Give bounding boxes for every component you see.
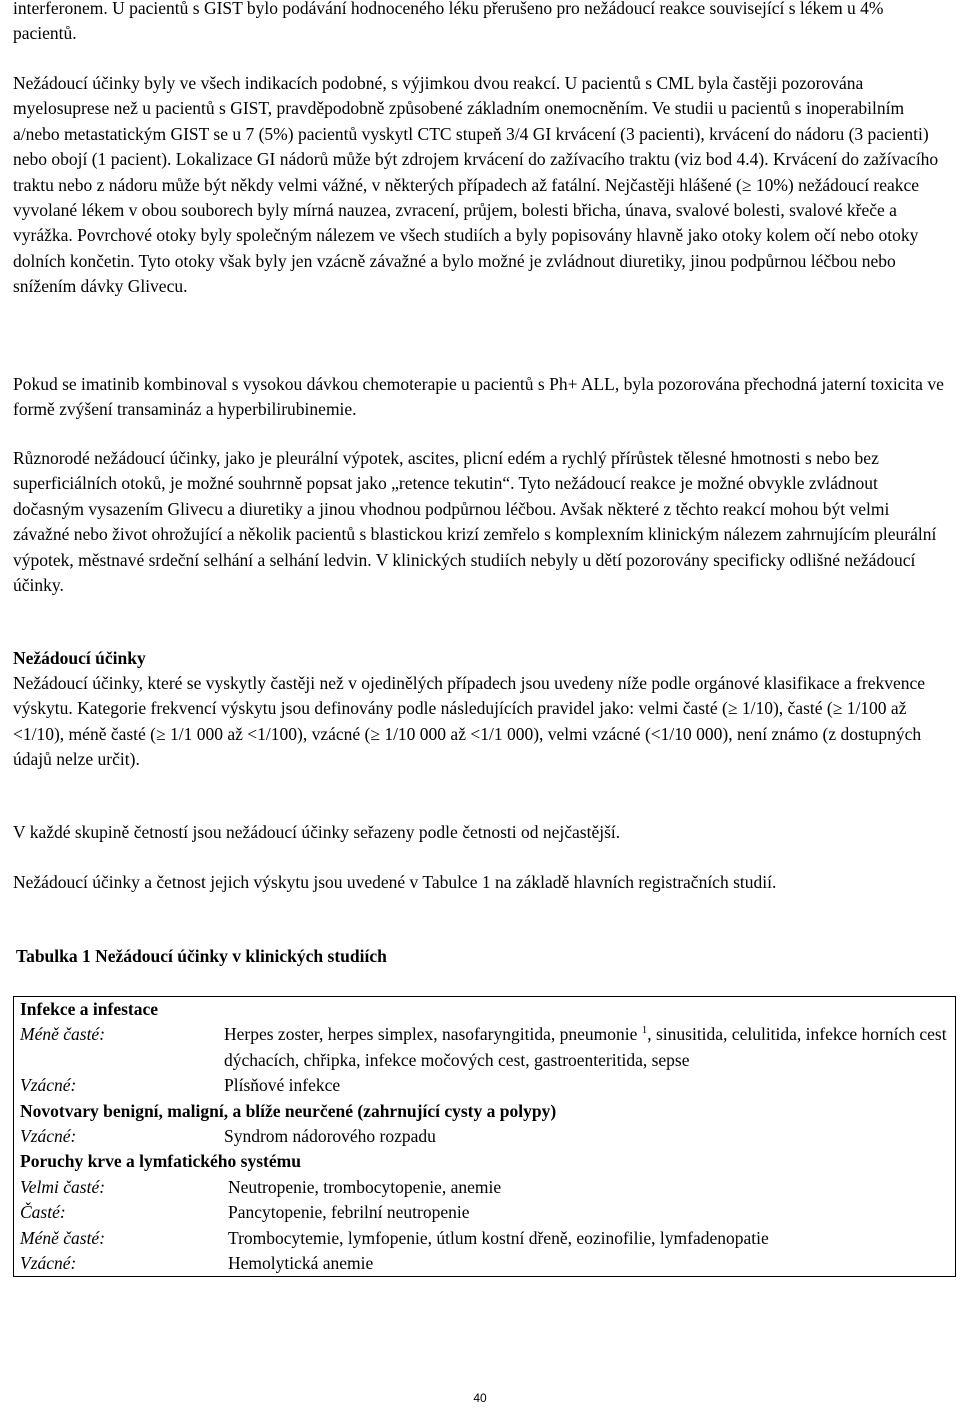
effects-text-part: Herpes zoster, herpes simplex, nasofaryngitida, pneumonie xyxy=(224,1024,638,1045)
table-row xyxy=(14,1226,955,1251)
frequency-label: Velmi časté: xyxy=(20,1176,106,1197)
table-row xyxy=(14,1200,955,1225)
section-title-infections: Infekce a infestace xyxy=(20,999,159,1019)
effects-text: Trombocytemie, lymfopenie, útlum kostní dřeně, eozinofilie, lymfadenopatie xyxy=(228,1227,769,1248)
effects-text: Neutropenie, trombocytopenie, anemie xyxy=(228,1176,502,1197)
section-title-neoplasms: Novotvary benigní, maligní, a blíže neurčené (zahrnující cysty a polypy) xyxy=(20,1100,557,1121)
table-section-header xyxy=(14,1149,955,1174)
table-section-header xyxy=(14,997,955,1022)
frequency-label: Vzácné: xyxy=(20,1253,77,1274)
frequency-label: Méně časté: xyxy=(20,1227,106,1248)
paragraph-imatinib-chemotherapy: Pokud se imatinib kombinoval s vysokou dávkou chemoterapie u pacientů s Ph+ ALL, byla pozorována přechodná jaterní toxicita ve formě zvýšení transamináz a hyperbilirubinemie. xyxy=(13,374,944,420)
paragraph-fluid-retention: Různorodé nežádoucí účinky, jako je pleurální výpotek, ascites, plicní edém a rychlý přírůstek tělesné hmotnosti s nebo bez superficiálních otoků, je možné souhrnně popsat jako „retence tekutin“. Tyto nežádoucí reakce je možné obvykle zvládnout dočasným vysazením Glivecu a diuretiky a jinou vhodnou podpůrnou léčbou. Avšak některé z těchto reakcí mohou být velmi závažné nebo život ohrožující a několik pacientů s blastickou krizí zemřelo s komplexním klinickým nálezem zahrnujícím pleurální výpotek, městnavé srdeční selhání a selhání ledvin. V klinických studiích nebyly u dětí pozorovány specificky odlišné nežádoucí účinky. xyxy=(13,448,937,596)
effects-text: Plísňové infekce xyxy=(224,1075,341,1096)
table-row xyxy=(14,1073,955,1098)
table-row xyxy=(14,1251,955,1276)
table-caption: Tabulka 1 Nežádoucí účinky v klinických studiích xyxy=(16,946,387,966)
paragraph-ordering: V každé skupině četností jsou nežádoucí účinky seřazeny podle četnosti od nejčastější. xyxy=(13,822,621,842)
paragraph-table-reference: Nežádoucí účinky a četnost jejich výskytu jsou uvedené v Tabulce 1 na základě hlavních registračních studií. xyxy=(13,872,777,892)
section-title-blood: Poruchy krve a lymfatického systému xyxy=(20,1151,301,1172)
page-number: 40 xyxy=(473,1391,487,1405)
paragraph-interferon: interferonem. U pacientů s GIST bylo podávání hodnoceného léku přerušeno pro nežádoucí reakce související s lékem u 4% pacientů. xyxy=(13,0,884,44)
frequency-label: Časté: xyxy=(20,1202,66,1223)
frequency-label: Vzácné: xyxy=(20,1075,77,1096)
effects-text-part-2: , sinusitida, celulitida, infekce horních cest dýchacích, chřipka, infekce močových cest, gastroenteritida, sepse xyxy=(224,1024,947,1070)
footnote-marker: 1 xyxy=(641,1024,648,1037)
frequency-label: Méně časté: xyxy=(20,1024,106,1045)
table-row xyxy=(14,1175,955,1200)
adverse-effects-table xyxy=(13,996,956,1277)
paragraph-frequency-definitions: Nežádoucí účinky, které se vyskytly častěji než v ojedinělých případech jsou uvedeny níže podle orgánové klasifikace a frekvence výskytu. Kategorie frekvencí výskytu jsou definovány podle následujících pravidel jako: velmi časté (≥ 1/10), časté (≥ 1/100 až <1/10), méně časté (≥ 1/1 000 až <1/100), vzácné (≥ 1/10 000 až <1/1 000), velmi vzácné (<1/10 000), není známo (z dostupných údajů nelze určit). xyxy=(13,673,926,770)
frequency-label: Vzácné: xyxy=(20,1126,77,1147)
paragraph-adverse-effects-similar: Nežádoucí účinky byly ve všech indikacích podobné, s výjimkou dvou reakcí. U pacientů s CML byla častěji pozorována myelosuprese než u pacientů s GIST, pravděpodobně způsobené základním onemocněním. Ve studii u pacientů s inoperabilním a/nebo metastatickým GIST se u 7 (5%) pacientů vyskytl CTC stupeň 3/4 GI krvácení (3 pacienti), krvácení do nádoru (3 pacienti) nebo obojí (1 pacient). Lokalizace GI nádorů může být zdrojem krvácení do zažívacího traktu (viz bod 4.4). Krvácení do zažívacího traktu nebo z nádoru může být někdy velmi vážné, v některých případech až fatální. Nejčastěji hlášené (≥ 10%) nežádoucí reakce vyvolané lékem v obou souborech byly mírná nauzea, zvracení, průjem, bolesti břicha, únava, svalové bolesti, svalové křeče a vyrážka. Povrchové otoky byly společným nálezem ve všech studiích a byly popisovány hlavně jako otoky kolem očí nebo otoky dolních končetin. Tyto otoky však byly jen vzácně závažné a bylo možné je zvládnout diuretiky, jinou podpůrnou léčbou nebo snížením dávky Glivecu. xyxy=(13,73,939,297)
table-row xyxy=(14,1124,955,1149)
section-heading: Nežádoucí účinky xyxy=(13,648,146,668)
effects-text: Pancytopenie, febrilní neutropenie xyxy=(228,1202,470,1223)
effects-text: Syndrom nádorového rozpadu xyxy=(224,1126,436,1147)
effects-text xyxy=(220,1022,955,1073)
table-section-header xyxy=(14,1099,955,1124)
table-row xyxy=(14,1022,955,1073)
effects-text: Hemolytická anemie xyxy=(228,1253,374,1274)
